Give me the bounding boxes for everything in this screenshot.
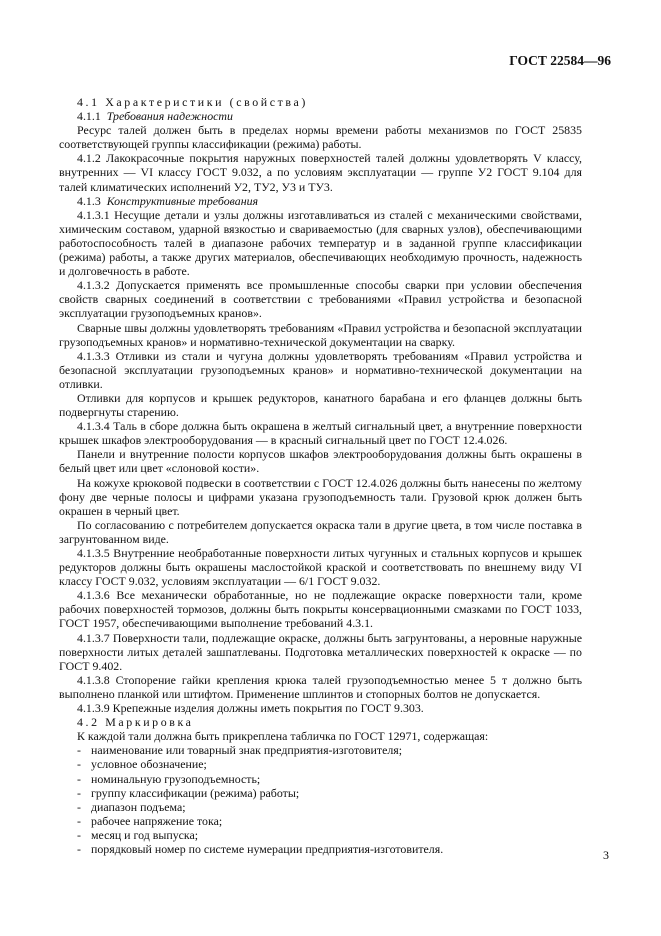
section-4-1-1-number: 4.1.1 — [77, 109, 101, 124]
list-item: - группу классификации (режима) работы; — [77, 785, 300, 800]
list-marker: - — [77, 813, 81, 828]
paragraph-4-1-3-4-hook: На кожухе крюковой подвески в соответствии с ГОСТ 12.4.026 должны быть нанесены по желтому фону две черные полосы и цифрами указана грузоподъемность тали. Грузовой крюк должен быть окрашен в черный цвет. — [59, 475, 582, 518]
section-4-1-1-heading — [59, 109, 582, 123]
marking-list — [59, 743, 582, 856]
paragraph-4-1-3-3: 4.1.3.3 Отливки из стали и чугуна должны удовлетворять требованиям «Правил устройства и безопасной эксплуатации грузоподъемных кранов» и нормативно-технической документации на отливки. — [59, 348, 582, 391]
list-item: - номинальную грузоподъемность; — [77, 771, 261, 786]
paragraph-4-1-3-2-welds: Сварные швы должны удовлетворять требованиям «Правил устройства и безопасной эксплуатации грузоподъемных кранов» и нормативно-технической документации на сварку. — [59, 320, 582, 349]
paragraph-4-1-1: Ресурс талей должен быть в пределах нормы времени работы механизмов по ГОСТ 25835 соответствующей группы классификации (режима) работы. — [59, 123, 582, 152]
paragraph-4-1-3-7: 4.1.3.7 Поверхности тали, подлежащие окраске, должны быть загрунтованы, а неровные наружные поверхности литых деталей зашпатлеваны. Подготовка металлических поверхностей к окраске — по ГОСТ 9.402. — [59, 630, 582, 673]
list-item: - месяц и год выпуска; — [77, 827, 199, 842]
list-marker: - — [77, 785, 81, 800]
document-header: ГОСТ 22584—96 — [509, 53, 611, 68]
paragraph-4-2-intro: К каждой тали должна быть прикреплена табличка по ГОСТ 12971, содержащая: — [77, 729, 489, 744]
paragraph-4-1-2: 4.1.2 Лакокрасочные покрытия наружных поверхностей талей должны удовлетворять V классу, внутренних — VI классу ГОСТ 9.032, а по условиям эксплуатации — группе У2 ГОСТ 9.104 для талей климатических исполнений У2, ТУ2, У3 и ТУ3. — [59, 151, 582, 194]
paragraph-4-1-3-1: 4.1.3.1 Несущие детали и узлы должны изготавливаться из сталей с механическими свойствами, химическим составом, ударной вязкостью и свариваемостью (для сварных узлов), обеспечивающими работоспособность талей в диапазоне рабочих температур и в заданной группе классификации (режима) работы, а также других материалов, обеспечивающих необходимую прочность, надежность и долговечность в работе. — [59, 207, 582, 279]
list-item: - порядковый номер по системе нумерации предприятия-изготовителя. — [77, 841, 444, 856]
paragraph-4-1-3-4-panels: Панели и внутренние полости корпусов шкафов электрооборудования должны быть окрашены в белый цвет или цвет «слоновой кости». — [59, 447, 582, 476]
paragraph-4-1-3-6: 4.1.3.6 Все механически обработанные, но не подлежащие окраске поверхности тали, кроме рабочих поверхностей тормозов, должны быть покрыты консервационными смазками по ГОСТ 1033, ГОСТ 1957, обеспечивающими выполнение требований 4.3.1. — [59, 588, 582, 631]
paragraph-4-1-3-3-castings: Отливки для корпусов и крышек редукторов, канатного барабана и его фланцев должны быть подвергнуты старению. — [59, 390, 582, 420]
list-item: - рабочее напряжение тока; — [77, 813, 223, 828]
section-4-1-3-heading — [59, 194, 582, 208]
page-number: 3 — [603, 848, 609, 862]
document-body — [59, 95, 582, 856]
list-item: - условное обозначение; — [77, 757, 207, 772]
list-marker: - — [77, 799, 81, 814]
paragraph-4-1-3-9: 4.1.3.9 Крепежные изделия должны иметь покрытия по ГОСТ 9.303. — [77, 701, 424, 716]
section-4-1-3-number: 4.1.3 — [77, 193, 101, 208]
list-marker: - — [77, 841, 81, 856]
paragraph-4-1-3-2: 4.1.3.2 Допускается применять все промышленные способы сварки при условии обеспечения свойств сварных соединений в соответствии с требованиями «Правил устройства и безопасной эксплуатации грузоподъемных кранов». — [59, 278, 582, 321]
list-marker: - — [77, 757, 81, 772]
paragraph-4-1-3-4: 4.1.3.4 Таль в сборе должна быть окрашена в желтый сигнальный цвет, а внутренние поверхности крышек шкафов электрооборудования — в красный сигнальный цвет по ГОСТ 12.4.026. — [59, 419, 582, 448]
paragraph-4-1-3-5: 4.1.3.5 Внутренние необработанные поверхности литых чугунных и стальных корпусов и крышек редукторов должны быть окрашены маслостойкой краской и соответствовать по внешнему виду VI классу ГОСТ 9.032, условиям эксплуатации — 6/1 ГОСТ 9.032. — [59, 546, 582, 589]
list-item: - наименование или товарный знак предприятия-изготовителя; — [77, 743, 403, 758]
section-4-1-title: 4.1 Характеристики (свойства) — [77, 95, 308, 109]
section-4-1-1-title: Требования надежности — [106, 109, 233, 124]
section-4-2-title: 4.2 Маркировка — [77, 715, 194, 730]
list-marker: - — [77, 743, 81, 758]
paragraph-4-1-3-4-agreement: По согласованию с потребителем допускается окраска тали в другие цвета, в том числе поставка в загрунтованном виде. — [59, 517, 582, 546]
list-marker: - — [77, 827, 81, 842]
paragraph-4-1-3-8: 4.1.3.8 Стопорение гайки крепления крюка талей грузоподъемностью менее 5 т должно быть выполнено планкой или штифтом. Применение шплинтов и стопорных болтов не допускается. — [59, 672, 582, 701]
list-marker: - — [77, 771, 81, 786]
list-item: - диапазон подъема; — [77, 799, 186, 814]
section-4-1-3-title: Конструктивные требования — [106, 193, 259, 208]
